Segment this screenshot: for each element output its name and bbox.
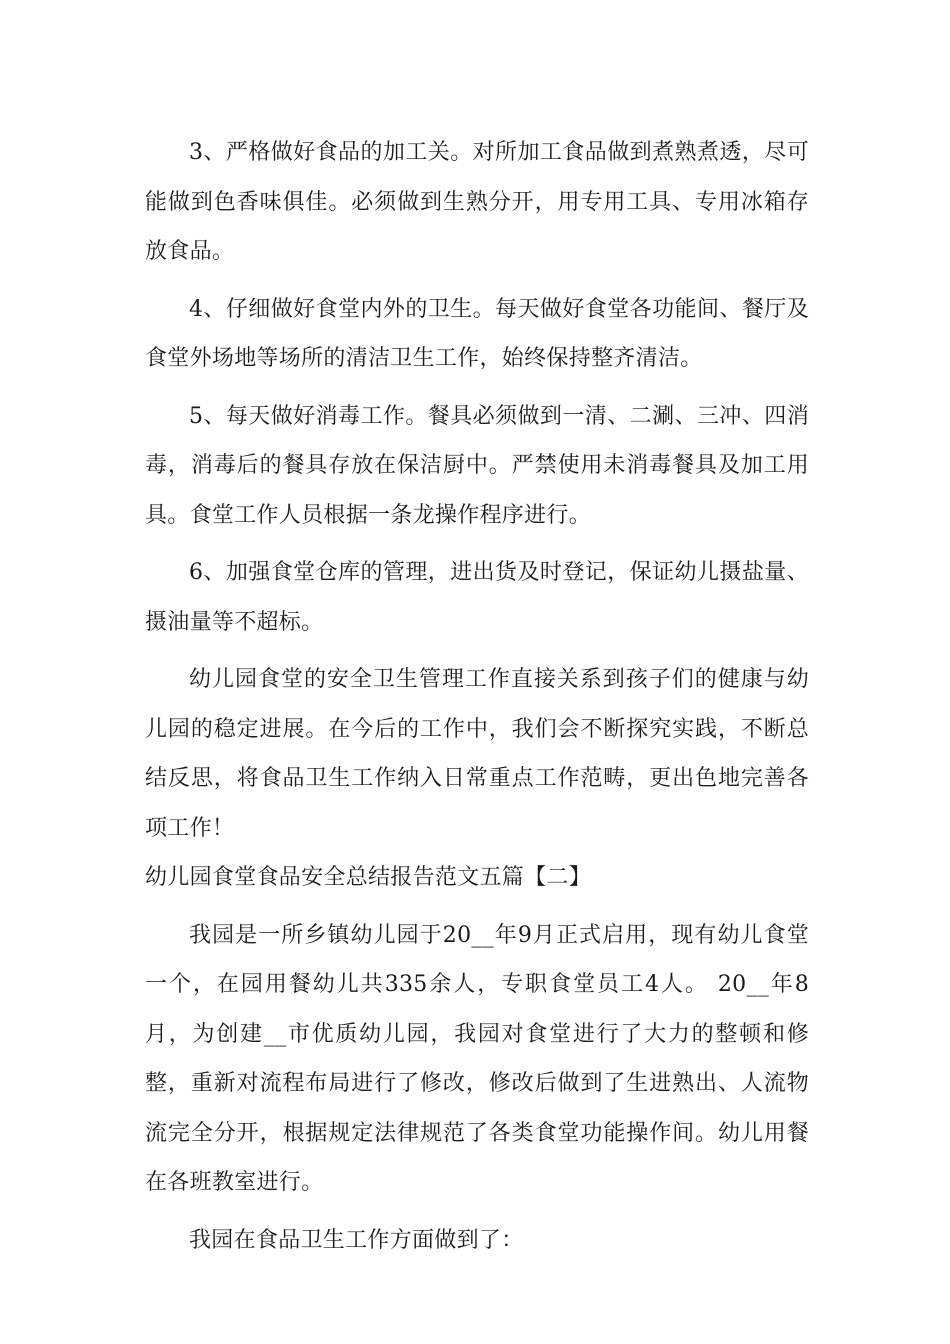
paragraph-gap [145,647,809,655]
paragraph-gap [145,1208,809,1216]
paragraph-conclusion: 幼儿园食堂的安全卫生管理工作直接关系到孩子们的健康与幼儿园的稳定进展。在今后的工作中，我们会不断探究实践，不断总结反思，将食品卫生工作纳入日常重点工作范畴，更出色地完善各项工作！ [145,667,809,841]
document-body [145,128,809,1265]
paragraph-item-4: 4、仔细做好食堂内外的卫生。每天做好食堂各功能间、餐厅及食堂外场地等场所的清洁卫生工作，始终保持整齐清洁。 [145,296,809,371]
paragraph-intro: 我园是一所乡镇幼儿园于20__年9月正式启用，现有幼儿食堂一个，在园用餐幼儿共335余人，专职食堂员工4人。 20__年8月，为创建__市优质幼儿园，我园对食堂进行了大力的整顿和修整，重新对流程布局进行了修改，修改后做到了生进熟出、人流物流完全分开，根据规定法律规范了各类食堂功能操作间。幼儿用餐在各班教室进行。 [145,922,809,1195]
paragraph-lead-in: 我园在食品卫生工作方面做到了： [189,1227,524,1253]
paragraph-gap [145,277,809,285]
paragraph-item-3: 3、严格做好食品的加工关。对所加工食品做到煮熟煮透，尽可能做到色香味俱佳。必须做到生熟分开，用专用工具、专用冰箱存放食品。 [145,140,809,264]
paragraph-gap [145,903,809,911]
paragraph-gap [145,384,809,392]
paragraph-item-5: 5、每天做好消毒工作。餐具必须做到一清、二涮、三冲、四消毒，消毒后的餐具存放在保洁厨中。严禁使用未消毒餐具及加工用具。食堂工作人员根据一条龙操作程序进行。 [145,403,809,528]
paragraph-gap [145,540,809,548]
paragraph-item-6: 6、加强食堂仓库的管理，进出货及时登记，保证幼儿摄盐量、摄油量等不超标。 [145,560,809,635]
section-heading: 幼儿园食堂食品安全总结报告范文五篇【二】 [145,865,592,890]
